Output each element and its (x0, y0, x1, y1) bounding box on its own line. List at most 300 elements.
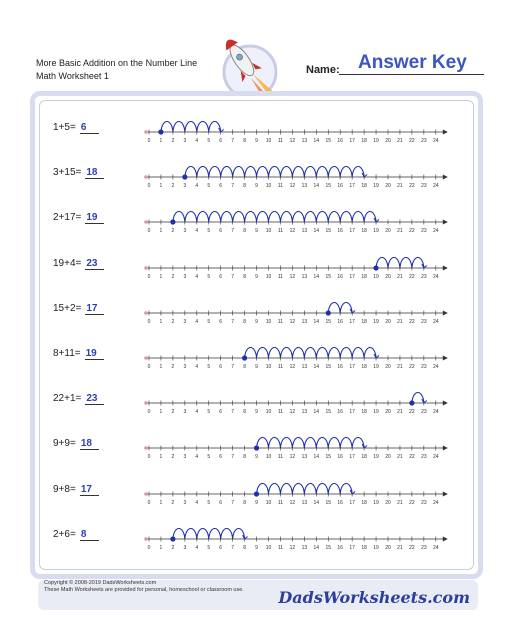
tick-label: 4 (195, 183, 199, 190)
tick-label: 21 (397, 409, 403, 416)
axis-start-marker (144, 401, 148, 405)
copyright-line: Copyright © 2008-2019 DadsWorksheets.com (44, 580, 157, 586)
axis-arrow (443, 446, 448, 451)
tick-label: 17 (349, 318, 355, 325)
tick-label: 11 (277, 183, 284, 190)
tick-label: 12 (289, 318, 296, 325)
tick-label: 7 (231, 409, 235, 416)
tick-label: 7 (231, 318, 235, 325)
tick-label: 24 (433, 138, 439, 144)
tick-label: 14 (313, 273, 320, 280)
tick-label: 13 (301, 183, 308, 190)
axis-arrow (443, 491, 448, 496)
tick-label: 2 (171, 454, 175, 461)
tick-label: 22 (409, 183, 415, 190)
tick-label: 7 (231, 454, 235, 461)
equation-text (53, 393, 104, 405)
jump-arcs (328, 302, 352, 313)
tick-label: 6 (219, 409, 223, 416)
start-point (158, 129, 163, 134)
tick-label: 2 (171, 499, 175, 506)
tick-label: 7 (231, 138, 235, 144)
tick-label: 15 (325, 454, 332, 461)
tick-label: 17 (349, 499, 355, 506)
tick-label: 0 (147, 544, 151, 551)
tick-label: 15 (325, 364, 332, 370)
tick-label: 8 (243, 138, 246, 144)
tick-label: 16 (337, 364, 343, 370)
jump-arrow-tip (362, 173, 367, 177)
tick-label: 23 (421, 544, 427, 551)
tick-label: 4 (195, 499, 199, 506)
tick-label: 5 (207, 544, 211, 551)
tick-label: 15 (325, 499, 332, 506)
tick-label: 10 (265, 138, 272, 144)
equation-text (53, 303, 104, 315)
tick-label: 9 (255, 273, 258, 280)
tick-label: 6 (219, 228, 223, 235)
equation: 9+8= (53, 483, 76, 495)
tick-label: 23 (421, 409, 427, 416)
tick-label: 16 (337, 409, 343, 416)
start-point (182, 175, 187, 180)
number-line (140, 342, 450, 372)
axis-arrow (443, 310, 448, 315)
tick-label: 14 (313, 544, 320, 551)
tick-label: 13 (301, 273, 308, 280)
tick-label: 11 (277, 318, 284, 325)
tick-label: 3 (183, 409, 187, 416)
tick-label: 4 (195, 544, 199, 551)
tick-label: 18 (361, 454, 367, 461)
tick-label: 2 (171, 318, 175, 325)
tick-label: 22 (409, 454, 415, 461)
title-line-2: Math Worksheet 1 (36, 71, 109, 81)
jump-arrow-tip (243, 535, 248, 539)
tick-label: 21 (397, 228, 403, 235)
tick-label: 14 (313, 183, 320, 190)
jump-arcs (161, 122, 221, 133)
problem-row (0, 252, 512, 282)
tick-label: 19 (373, 228, 379, 235)
tick-label: 13 (301, 138, 308, 144)
tick-label: 1 (159, 273, 163, 280)
jump-arcs (173, 528, 245, 539)
tick-label: 3 (183, 273, 187, 280)
tick-label: 3 (183, 228, 187, 235)
tick-label: 19 (373, 409, 379, 416)
tick-label: 7 (231, 273, 235, 280)
axis-start-marker (144, 130, 148, 134)
tick-label: 23 (421, 183, 427, 190)
tick-label: 0 (147, 138, 151, 144)
tick-label: 21 (397, 364, 403, 370)
tick-label: 20 (385, 454, 391, 461)
axis-start-marker (144, 537, 148, 541)
tick-label: 16 (337, 138, 343, 144)
name-line (339, 74, 484, 75)
tick-label: 15 (325, 409, 332, 416)
tick-label: 22 (409, 544, 415, 551)
tick-label: 9 (255, 228, 258, 235)
tick-label: 0 (147, 228, 151, 235)
tick-label: 19 (373, 318, 379, 325)
jump-arcs (257, 438, 365, 449)
tick-label: 10 (265, 183, 272, 190)
tick-label: 20 (385, 273, 391, 280)
tick-label: 20 (385, 544, 391, 551)
tick-label: 11 (277, 228, 284, 235)
tick-label: 17 (349, 138, 355, 144)
axis-arrow (443, 265, 448, 270)
tick-label: 17 (349, 364, 355, 370)
tick-label: 19 (373, 364, 379, 370)
equation-text (53, 122, 99, 134)
tick-label: 23 (421, 364, 427, 370)
tick-label: 12 (289, 409, 296, 416)
tick-label: 7 (231, 499, 235, 506)
problem-row (0, 342, 512, 372)
tick-label: 9 (255, 454, 258, 461)
problem-row (0, 206, 512, 236)
equation: 15+2= (53, 302, 82, 314)
brand-logo: DadsWorksheets.com (278, 588, 470, 607)
jump-arcs (245, 348, 376, 359)
tick-label: 5 (207, 454, 211, 461)
answer-value: 23 (85, 393, 104, 405)
tick-label: 4 (195, 228, 199, 235)
tick-label: 19 (373, 273, 379, 280)
tick-label: 10 (265, 499, 272, 506)
start-point (170, 536, 175, 541)
tick-label: 23 (421, 228, 427, 235)
problem-row (0, 161, 512, 191)
copyright-text (44, 580, 244, 594)
tick-label: 23 (421, 499, 427, 506)
tick-label: 14 (313, 228, 320, 235)
tick-label: 2 (171, 364, 175, 370)
axis-arrow (443, 356, 448, 361)
tick-label: 6 (219, 364, 223, 370)
tick-label: 18 (361, 138, 367, 144)
tick-label: 18 (361, 273, 367, 280)
tick-label: 18 (361, 228, 367, 235)
axis-arrow (443, 401, 448, 406)
tick-label: 15 (325, 228, 332, 235)
axis-arrow (443, 175, 448, 180)
tick-label: 20 (385, 138, 391, 144)
tick-label: 12 (289, 499, 296, 506)
tick-label: 19 (373, 499, 379, 506)
equation: 3+15= (53, 167, 82, 179)
answer-value: 18 (80, 438, 99, 450)
answer-value: 8 (80, 529, 99, 541)
tick-label: 7 (231, 183, 235, 190)
tick-label: 10 (265, 228, 272, 235)
answer-value: 19 (85, 348, 104, 360)
tick-label: 6 (219, 454, 223, 461)
tick-label: 11 (277, 138, 284, 144)
tick-label: 24 (433, 318, 439, 325)
tick-label: 13 (301, 499, 308, 506)
tick-label: 2 (171, 409, 175, 416)
tick-label: 22 (409, 273, 415, 280)
tick-label: 12 (289, 183, 296, 190)
equation-text (53, 484, 99, 496)
tick-label: 17 (349, 228, 355, 235)
equation-text (53, 438, 99, 450)
tick-label: 15 (325, 544, 332, 551)
tick-label: 19 (373, 544, 379, 551)
tick-label: 0 (147, 409, 151, 416)
tick-label: 13 (301, 409, 308, 416)
tick-label: 1 (159, 499, 163, 506)
tick-label: 18 (361, 183, 367, 190)
tick-label: 16 (337, 544, 343, 551)
tick-label: 1 (159, 409, 163, 416)
equation-text (53, 212, 104, 224)
tick-label: 6 (219, 544, 223, 551)
tick-label: 19 (373, 454, 379, 461)
tick-label: 5 (207, 318, 211, 325)
axis-arrow (443, 220, 448, 225)
axis-arrow (443, 130, 448, 135)
tick-label: 10 (265, 318, 272, 325)
problem-row (0, 297, 512, 327)
answer-value: 19 (85, 212, 104, 224)
tick-label: 18 (361, 318, 367, 325)
tick-label: 1 (159, 228, 163, 235)
tick-label: 14 (313, 318, 320, 325)
tick-label: 18 (361, 364, 367, 370)
tick-label: 0 (147, 499, 151, 506)
tick-label: 1 (159, 364, 163, 370)
tick-label: 12 (289, 454, 296, 461)
tick-label: 7 (231, 364, 235, 370)
tick-label: 17 (349, 409, 355, 416)
tick-label: 10 (265, 409, 272, 416)
tick-label: 14 (313, 364, 320, 370)
tick-label: 14 (313, 409, 320, 416)
tick-label: 9 (255, 544, 258, 551)
tick-label: 15 (325, 318, 332, 325)
number-line (140, 206, 450, 236)
tick-label: 8 (243, 454, 246, 461)
axis-start-marker (144, 221, 148, 225)
equation-text (53, 167, 104, 179)
answer-value: 18 (85, 167, 104, 179)
title-line-1: More Basic Addition on the Number Line (36, 58, 198, 68)
tick-label: 9 (255, 409, 258, 416)
tick-label: 5 (207, 364, 211, 370)
problem-row (0, 432, 512, 462)
tick-label: 7 (231, 228, 235, 235)
tick-label: 12 (289, 364, 296, 370)
tick-label: 22 (409, 499, 415, 506)
tick-label: 10 (265, 544, 272, 551)
tick-label: 24 (433, 499, 439, 506)
tick-label: 8 (243, 499, 246, 506)
tick-label: 0 (147, 318, 151, 325)
tick-label: 8 (243, 409, 246, 416)
jump-arrow-tip (219, 128, 224, 132)
tick-label: 24 (433, 454, 439, 461)
tick-label: 1 (159, 544, 163, 551)
jump-arrow-tip (422, 264, 427, 268)
tick-label: 3 (183, 183, 187, 190)
axis-start-marker (144, 492, 148, 496)
tick-label: 4 (195, 454, 199, 461)
tick-label: 8 (243, 544, 246, 551)
tick-label: 5 (207, 273, 211, 280)
tick-label: 18 (361, 499, 367, 506)
start-point (326, 310, 331, 315)
tick-label: 14 (313, 499, 320, 506)
equation: 2+17= (53, 212, 82, 224)
tick-label: 9 (255, 318, 258, 325)
tick-label: 18 (361, 544, 367, 551)
start-point (409, 401, 414, 406)
tick-label: 17 (349, 183, 355, 190)
tick-label: 8 (243, 183, 246, 190)
tick-label: 16 (337, 183, 343, 190)
number-line (140, 116, 450, 146)
tick-label: 13 (301, 318, 308, 325)
jump-arrow-tip (350, 309, 355, 313)
tick-label: 15 (325, 183, 332, 190)
tick-label: 24 (433, 364, 439, 370)
name-field (306, 52, 486, 78)
tick-label: 20 (385, 364, 391, 370)
equation: 19+4= (53, 257, 82, 269)
tick-label: 17 (349, 454, 355, 461)
tick-label: 9 (255, 138, 258, 144)
number-line (140, 161, 450, 191)
tick-label: 22 (409, 409, 415, 416)
number-line (140, 478, 450, 508)
tick-label: 13 (301, 364, 308, 370)
number-line (140, 523, 450, 553)
tick-label: 11 (277, 273, 284, 280)
answer-value: 6 (80, 122, 99, 134)
tick-label: 2 (171, 183, 175, 190)
jump-arrow-tip (350, 490, 355, 494)
tick-label: 11 (277, 544, 284, 551)
tick-label: 23 (421, 273, 427, 280)
tick-label: 20 (385, 183, 391, 190)
tick-label: 5 (207, 183, 211, 190)
tick-label: 16 (337, 228, 343, 235)
problem-row (0, 478, 512, 508)
equation: 2+6= (53, 528, 76, 540)
problem-row (0, 523, 512, 553)
tick-label: 4 (195, 409, 199, 416)
number-line (140, 432, 450, 462)
axis-arrow (443, 536, 448, 541)
tick-label: 0 (147, 454, 151, 461)
tick-label: 9 (255, 499, 258, 506)
tick-label: 14 (313, 454, 320, 461)
tick-label: 20 (385, 318, 391, 325)
start-point (170, 220, 175, 225)
tick-label: 11 (277, 454, 284, 461)
tick-label: 12 (289, 273, 296, 280)
tick-label: 5 (207, 499, 211, 506)
number-line (140, 387, 450, 417)
worksheet-title (36, 57, 197, 83)
tick-label: 23 (421, 138, 427, 144)
tick-label: 14 (313, 138, 320, 144)
tick-label: 10 (265, 273, 272, 280)
tick-label: 13 (301, 454, 308, 461)
problem-row (0, 116, 512, 146)
tick-label: 22 (409, 228, 415, 235)
footer (38, 580, 478, 620)
axis-start-marker (144, 311, 148, 315)
tick-label: 21 (397, 183, 403, 190)
tick-label: 2 (171, 228, 175, 235)
tick-label: 19 (373, 183, 379, 190)
tick-label: 16 (337, 454, 343, 461)
tick-label: 8 (243, 228, 246, 235)
tick-label: 22 (409, 318, 415, 325)
tick-label: 6 (219, 318, 223, 325)
tick-label: 23 (421, 318, 427, 325)
tick-label: 10 (265, 454, 272, 461)
start-point (242, 355, 247, 360)
tick-label: 23 (421, 454, 427, 461)
tick-label: 21 (397, 318, 403, 325)
axis-start-marker (144, 356, 148, 360)
tick-label: 4 (195, 273, 199, 280)
tick-label: 16 (337, 499, 343, 506)
tick-label: 12 (289, 138, 296, 144)
tick-label: 11 (277, 499, 284, 506)
jump-arcs (173, 212, 376, 223)
tick-label: 9 (255, 364, 258, 370)
tick-label: 22 (409, 364, 415, 370)
number-line (140, 297, 450, 327)
tick-label: 5 (207, 228, 211, 235)
tick-label: 8 (243, 273, 246, 280)
jump-arrow-tip (422, 399, 427, 403)
answer-value: 23 (85, 258, 104, 270)
tick-label: 21 (397, 273, 403, 280)
tick-label: 2 (171, 273, 175, 280)
tick-label: 4 (195, 138, 199, 144)
tick-label: 6 (219, 499, 223, 506)
name-label: Name: (306, 64, 340, 76)
tick-label: 3 (183, 138, 187, 144)
tick-label: 18 (361, 409, 367, 416)
tick-label: 0 (147, 273, 151, 280)
tick-label: 4 (195, 364, 199, 370)
jump-arrow-tip (362, 444, 367, 448)
number-line (140, 252, 450, 282)
tick-label: 16 (337, 318, 343, 325)
tick-label: 1 (159, 454, 163, 461)
equation: 9+9= (53, 438, 76, 450)
jump-arrow-tip (374, 218, 379, 222)
tick-label: 6 (219, 273, 223, 280)
jump-arcs (376, 257, 424, 268)
tick-label: 21 (397, 138, 403, 144)
usage-notice: These Math Worksheets are provided for personal, homeschool or classroom use. (44, 587, 244, 593)
equation: 22+1= (53, 393, 82, 405)
tick-label: 15 (325, 138, 332, 144)
tick-label: 24 (433, 409, 439, 416)
tick-label: 0 (147, 364, 151, 370)
